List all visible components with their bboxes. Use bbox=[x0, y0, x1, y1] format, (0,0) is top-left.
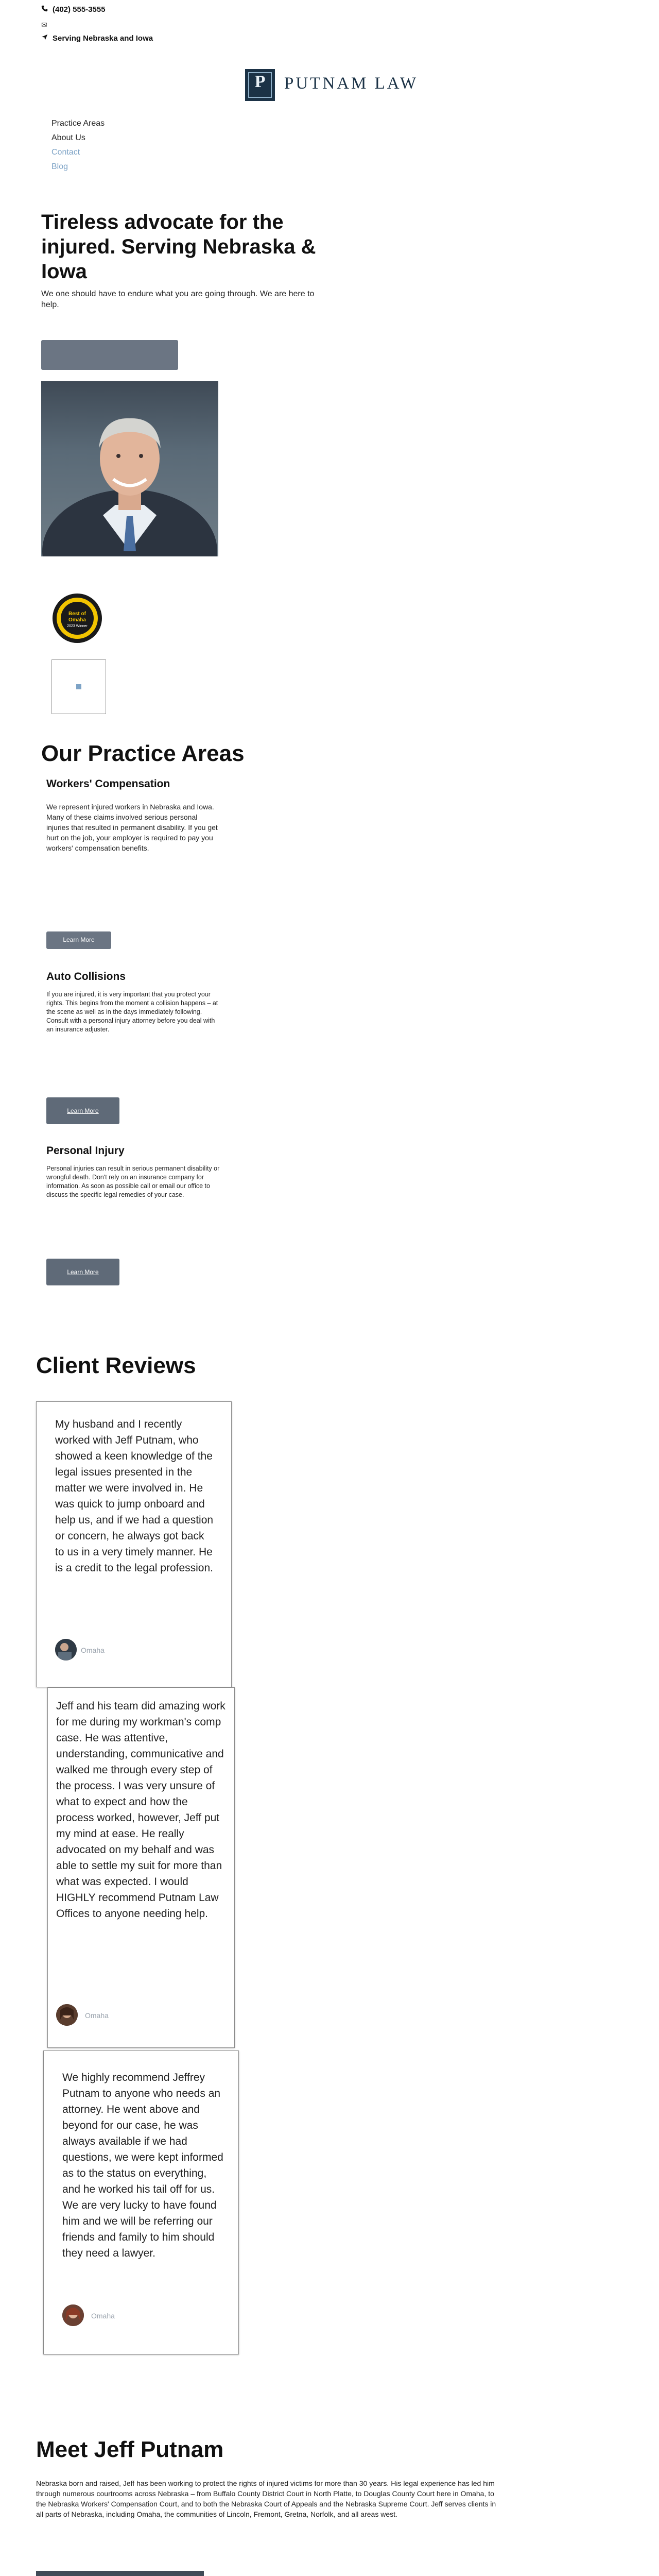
reviewer-city: Omaha bbox=[81, 1646, 105, 1654]
practice-area-auto-collisions bbox=[46, 971, 232, 1034]
nav-about-us[interactable]: About Us bbox=[51, 133, 85, 142]
attorney-portrait bbox=[41, 381, 218, 556]
phone-number[interactable]: (402) 555-3555 bbox=[53, 5, 106, 14]
nav-contact[interactable]: Contact bbox=[51, 148, 80, 157]
hero-cta-button[interactable] bbox=[41, 340, 178, 370]
area-title: Workers' Compensation bbox=[46, 778, 170, 790]
service-area-text: Serving Nebraska and Iowa bbox=[53, 34, 153, 43]
location-arrow-icon bbox=[41, 34, 48, 43]
reviewer-avatar bbox=[56, 2004, 78, 2026]
reviewer-avatar bbox=[55, 1639, 77, 1660]
area-title: Personal Injury bbox=[46, 1145, 125, 1157]
review-card bbox=[47, 1687, 235, 2048]
hero-subtitle: We one should have to endure what you are going through. We are here to help. bbox=[41, 290, 315, 309]
nav-practice-areas[interactable]: Practice Areas bbox=[51, 119, 105, 128]
review-text: We highly recommend Jeffrey Putnam to anyone who needs an attorney. He went above and beyond for our case, he was always available if we had questions, we were kept informed as to the status on everything, and he worked his tail off for us. We are very lucky to have found him and we will be referring our friends and family to him should they need a lawyer. bbox=[62, 2072, 223, 2259]
badge-text: Best of Omaha bbox=[68, 611, 86, 623]
email-icon[interactable]: ✉ bbox=[41, 21, 47, 29]
phone-line[interactable] bbox=[41, 5, 106, 14]
badge-subtext: 2023 Winner bbox=[67, 624, 88, 628]
attorney-portrait-2 bbox=[36, 2571, 204, 2576]
review-card bbox=[36, 1401, 232, 1687]
phone-icon bbox=[41, 5, 48, 14]
area-description: Personal injuries can result in serious permanent disability or wrongful death. Don't rely on an insurance company for information. As soon as possible call or email our office to discuss the specific legal remedies of your case. bbox=[46, 1165, 220, 1198]
service-area-line bbox=[41, 34, 153, 43]
practice-area-personal-injury bbox=[46, 1145, 232, 1199]
area-title: Auto Collisions bbox=[46, 971, 126, 982]
learn-more-button-auto-collisions[interactable]: Learn More bbox=[46, 1097, 119, 1124]
area-description: We represent injured workers in Nebraska and Iowa. Many of these claims involved serious personal injuries that resulted in permanent disability. If you get hurt on the job, your employer is required to pay you workers' compensation benefits. bbox=[46, 803, 218, 852]
review-text: My husband and I recently worked with Jeff Putnam, who showed a keen knowledge of the legal issues presented in the matter we were involved in. He was quick to jump onboard and help us, and if we had a question or concern, he always got back to us in a very timely manner. He is a credit to the legal profession. bbox=[55, 1418, 214, 1574]
learn-more-button-workers-comp[interactable]: Learn More bbox=[46, 931, 111, 949]
brand-logo-mark[interactable] bbox=[245, 69, 275, 101]
best-of-omaha-badge bbox=[51, 592, 103, 644]
embed-placeholder-icon bbox=[76, 684, 81, 689]
meet-heading: Meet Jeff Putnam bbox=[36, 2437, 224, 2462]
practice-area-workers-comp bbox=[46, 778, 232, 853]
review-text: Jeff and his team did amazing work for me during my workman's comp case. He was attentive, understanding, communicative and walked me through every step of the process. I was very unsure of what to expect and how the process worked, however, Jeff put my mind at ease. He really advocated on my behalf and was able to settle my suit for more than what was expected. I would HIGHLY recommend Putnam Law Offices to anyone needing help. bbox=[56, 1700, 226, 1920]
reviewer-avatar bbox=[62, 2304, 84, 2326]
attorney-bio: Nebraska born and raised, Jeff has been working to protect the rights of injured victims for more than 30 years. His legal experience has led him through numerous courtrooms across Nebraska – from Buffalo County District Court in North Platte, to Douglas County Court here in Omaha, to the Nebraska Workers' Compensation Court, and to both the Nebraska Court of Appeals and the Nebraska Supreme Court. Jeff serves clients in all parts of Nebraska, including Omaha, the communities of Lincoln, Fremont, Gretna, Norfolk, and all areas west. bbox=[36, 2479, 496, 2518]
learn-more-button-personal-injury[interactable]: Learn More bbox=[46, 1259, 119, 1285]
badge-embed-frame[interactable] bbox=[51, 659, 106, 714]
nav-blog[interactable]: Blog bbox=[51, 162, 68, 171]
reviewer-city: Omaha bbox=[91, 2312, 115, 2320]
client-reviews-heading: Client Reviews bbox=[36, 1353, 196, 1378]
logo-monogram: P bbox=[254, 72, 266, 91]
practice-areas-heading: Our Practice Areas bbox=[41, 741, 245, 766]
review-card bbox=[43, 2050, 239, 2354]
area-description: If you are injured, it is very important that you protect your rights. This begins from the moment a collision happens – at the scene as well as in the days immediately following. Consult with a personal injury attorney before you deal with an insurance adjuster. bbox=[46, 991, 218, 1033]
hero-title: Tireless advocate for the injured. Serving Nebraska & Iowa bbox=[41, 211, 316, 283]
reviewer-city: Omaha bbox=[85, 2011, 109, 2020]
brand-name[interactable]: PUTNAM LAW bbox=[284, 74, 419, 93]
